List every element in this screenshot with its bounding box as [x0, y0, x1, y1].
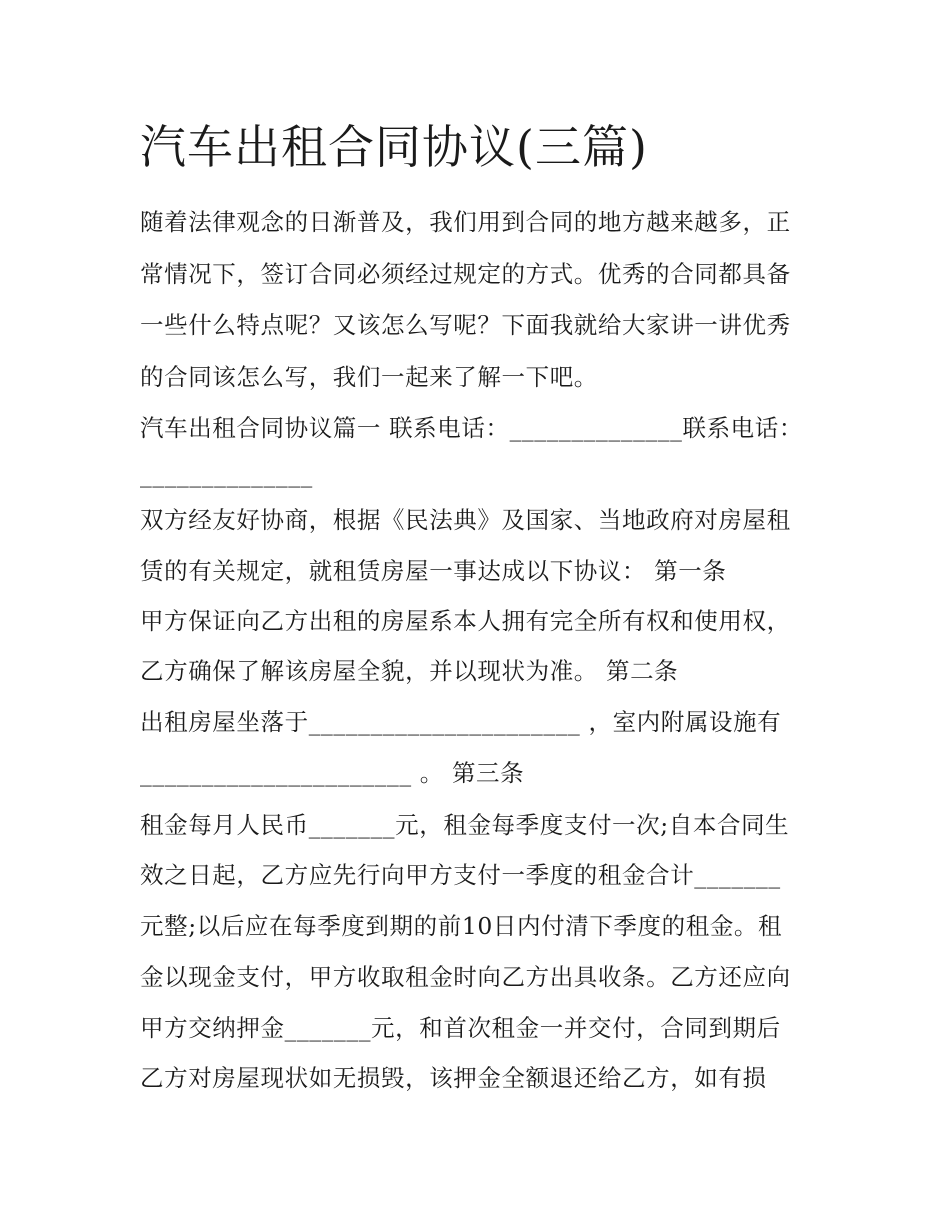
body-line-12: ______________________ 。 第三条 [140, 759, 525, 787]
body-line-7: 双方经友好协商，根据《民法典》及国家、当地政府对房屋租 [140, 506, 791, 534]
document-title: 汽车出租合同协议(三篇) [140, 120, 648, 174]
body-line-5: 汽车出租合同协议篇一 联系电话：______________联系电话： [140, 414, 803, 442]
body-line-13: 租金每月人民币_______元，租金每季度支付一次;自本合同生 [140, 811, 790, 839]
body-line-15: 元整;以后应在每季度到期的前10日内付清下季度的租金。租 [140, 912, 783, 940]
body-line-17: 甲方交纳押金_______元，和首次租金一并交付，合同到期后 [140, 1014, 781, 1042]
body-line-8: 赁的有关规定，就租赁房屋一事达成以下协议： 第一条 [140, 557, 727, 585]
body-line-6: ______________ [140, 460, 313, 488]
body-line-18: 乙方对房屋现状如无损毁，该押金全额退还给乙方，如有损 [140, 1064, 767, 1092]
body-line-2: 常情况下，签订合同必须经过规定的方式。优秀的合同都具备 [140, 260, 791, 288]
body-line-1: 随着法律观念的日渐普及，我们用到合同的地方越来越多，正 [140, 208, 791, 236]
body-line-4: 的合同该怎么写，我们一起来了解一下吧。 [140, 363, 598, 391]
body-line-16: 金以现金支付，甲方收取租金时向乙方出具收条。乙方还应向 [140, 963, 791, 991]
body-line-14: 效之日起，乙方应先行向甲方支付一季度的租金合计_______ [140, 861, 781, 889]
body-line-10: 乙方确保了解该房屋全貌，并以现状为准。 第二条 [140, 657, 679, 685]
body-line-3: 一些什么特点呢？又该怎么写呢？下面我就给大家讲一讲优秀 [140, 311, 791, 339]
body-line-11: 出租房屋坐落于______________________ ，室内附属设施有 [140, 708, 782, 736]
body-line-9: 甲方保证向乙方出租的房屋系本人拥有完全所有权和使用权， [140, 607, 791, 635]
